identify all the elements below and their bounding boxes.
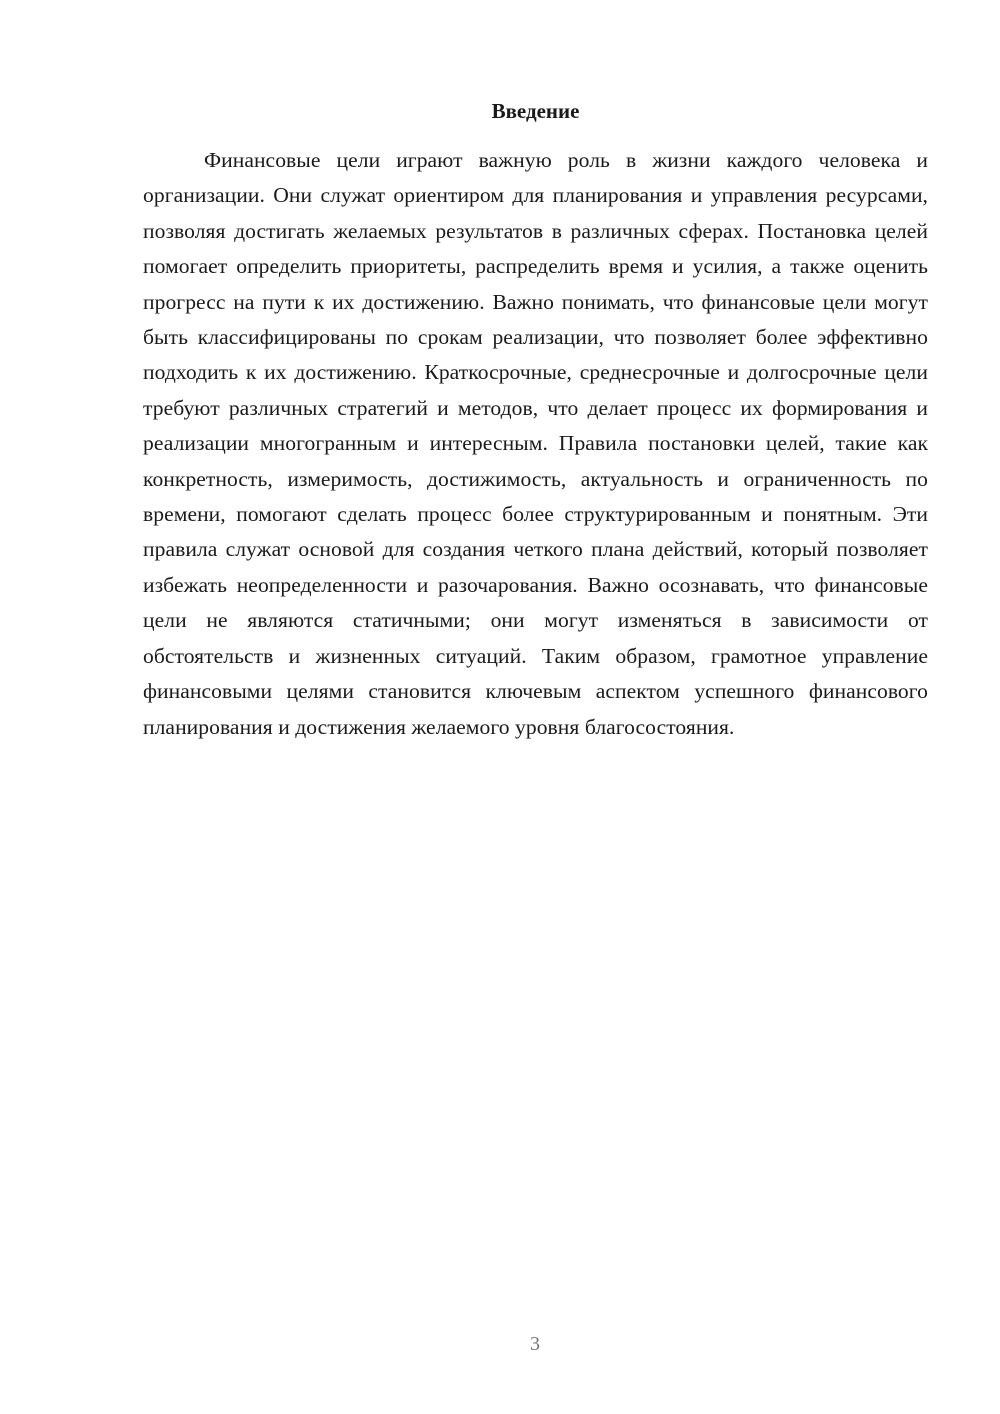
- section-heading: Введение: [491, 99, 580, 123]
- intro-paragraph: Финансовые цели играют важную роль в жизни каждого человека и организации. Они служат ориентиром для планирования и управления ресурсами, позволяя достигать желаемых результатов в различных сферах. Постановка целей помогает определить приоритеты, распределить время и усилия, а также оценить прогресс на пути к их достижению. Важно понимать, что финансовые цели могут быть классифицированы по срокам реализации, что позволяет более эффективно подходить к их достижению. Краткосрочные, среднесрочные и долгосрочные цели требуют различных стратегий и методов, что делает процесс их формирования и реализации многогранным и интересным. Правила постановки целей, такие как конкретность, измеримость, достижимость, актуальность и ограниченность по времени, помогают сделать процесс более структурированным и понятным. Эти правила служат основой для создания четкого плана действий, который позволяет избежать неопределенности и разочарования. Важно осознавать, что финансовые цели не являются статичными; они могут изменяться в зависимости от обстоятельств и жизненных ситуаций. Таким образом, грамотное управление финансовыми целями становится ключевым аспектом успешного финансового планирования и достижения желаемого уровня благосостояния.: [143, 148, 928, 739]
- page-number: 3: [530, 1333, 540, 1355]
